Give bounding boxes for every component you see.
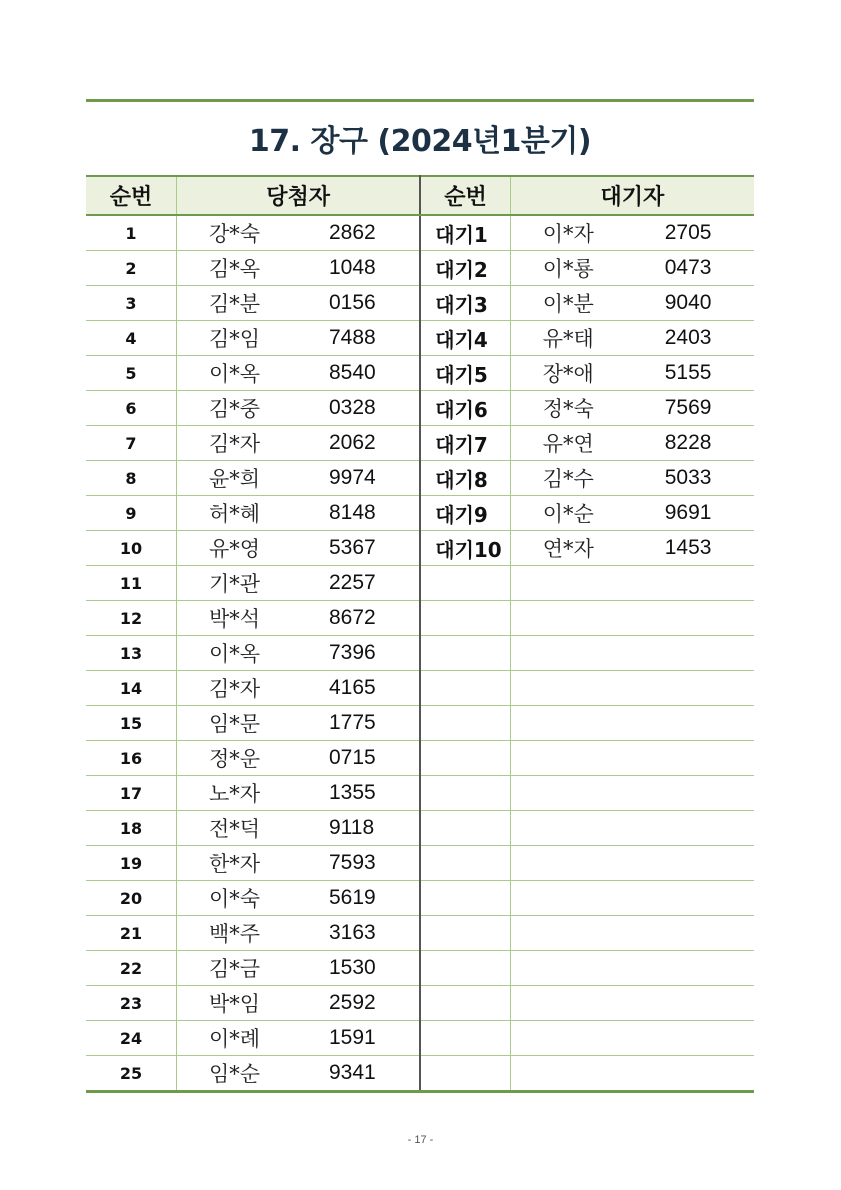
winner-rank: 17 <box>86 776 177 811</box>
wait-rank: 대기2 <box>420 251 510 286</box>
winner-rank: 11 <box>86 566 177 601</box>
waiter-cell <box>510 916 754 951</box>
wait-rank <box>420 636 510 671</box>
table-row <box>86 566 754 601</box>
waiter-entry <box>511 323 754 353</box>
winner-rank: 9 <box>86 496 177 531</box>
wait-rank <box>420 601 510 636</box>
winner-name: 노*자 <box>209 782 261 806</box>
table-row <box>86 741 754 776</box>
table-row <box>86 636 754 671</box>
wait-rank: 대기4 <box>420 321 510 356</box>
wait-rank <box>420 566 510 601</box>
winner-cell <box>177 951 421 986</box>
wait-rank <box>420 986 510 1021</box>
winner-name: 한*자 <box>209 852 261 876</box>
winner-entry <box>177 288 419 318</box>
table-row <box>86 706 754 741</box>
waiter-cell <box>510 215 754 251</box>
waiter-name: 정*숙 <box>542 397 594 421</box>
winner-entry <box>177 603 419 633</box>
winner-name: 임*순 <box>209 1062 261 1086</box>
waiter-code: 2403 <box>664 326 712 349</box>
winner-name: 김*중 <box>209 397 261 421</box>
wait-rank <box>420 1056 510 1092</box>
winner-rank: 1 <box>86 215 177 251</box>
header-wait-rank: 순번 <box>420 176 510 215</box>
winner-code: 5619 <box>329 886 376 909</box>
wait-rank <box>420 951 510 986</box>
table-row <box>86 846 754 881</box>
table-row <box>86 496 754 531</box>
winner-rank: 25 <box>86 1056 177 1092</box>
winner-name: 박*석 <box>209 607 261 631</box>
wait-rank: 대기10 <box>420 531 510 566</box>
winner-entry <box>177 673 419 703</box>
winner-entry <box>177 323 419 353</box>
waiter-cell <box>510 811 754 846</box>
winner-entry <box>177 463 419 493</box>
waiter-name: 이*순 <box>542 502 594 526</box>
table-row <box>86 1056 754 1092</box>
winner-code: 1775 <box>329 711 376 734</box>
waiter-cell <box>510 531 754 566</box>
winner-entry <box>177 813 419 843</box>
winner-rank: 13 <box>86 636 177 671</box>
table-row <box>86 811 754 846</box>
waiter-cell <box>510 986 754 1021</box>
winner-cell <box>177 636 421 671</box>
winner-code: 2862 <box>329 221 376 244</box>
winner-entry <box>177 988 419 1018</box>
waiter-entry <box>511 533 754 563</box>
wait-rank <box>420 776 510 811</box>
waiter-entry <box>511 358 754 388</box>
table-row <box>86 916 754 951</box>
winner-code: 1530 <box>329 956 376 979</box>
winner-cell <box>177 426 421 461</box>
waiter-cell <box>510 1021 754 1056</box>
winner-name: 강*숙 <box>209 222 261 246</box>
waiter-entry <box>511 463 754 493</box>
waiter-entry <box>511 288 754 318</box>
table-row <box>86 426 754 461</box>
winner-name: 이*옥 <box>209 362 261 386</box>
winner-rank: 23 <box>86 986 177 1021</box>
winner-entry <box>177 568 419 598</box>
winner-code: 0328 <box>329 396 376 419</box>
winner-rank: 12 <box>86 601 177 636</box>
waiter-entry <box>511 253 754 283</box>
winner-entry <box>177 393 419 423</box>
winner-rank: 8 <box>86 461 177 496</box>
winner-cell <box>177 251 421 286</box>
winner-rank: 20 <box>86 881 177 916</box>
winner-entry <box>177 638 419 668</box>
winner-cell <box>177 811 421 846</box>
table-row <box>86 321 754 356</box>
waiter-code: 1453 <box>664 536 712 559</box>
table-row <box>86 671 754 706</box>
waiter-cell <box>510 776 754 811</box>
winner-name: 김*옥 <box>209 257 261 281</box>
winner-entry <box>177 918 419 948</box>
winner-code: 1355 <box>329 781 376 804</box>
winner-rank: 7 <box>86 426 177 461</box>
winner-cell <box>177 215 421 251</box>
winner-name: 기*관 <box>209 572 261 596</box>
winner-cell <box>177 566 421 601</box>
winner-code: 0156 <box>329 291 376 314</box>
winner-rank: 2 <box>86 251 177 286</box>
waiter-name: 이*룡 <box>542 257 594 281</box>
winner-rank: 5 <box>86 356 177 391</box>
waiter-cell <box>510 391 754 426</box>
winner-code: 9118 <box>329 816 375 839</box>
wait-rank: 대기6 <box>420 391 510 426</box>
winner-cell <box>177 1021 421 1056</box>
winner-cell <box>177 391 421 426</box>
waiter-code: 7569 <box>664 396 712 419</box>
waiter-code: 9691 <box>664 501 712 524</box>
header-winner: 당첨자 <box>177 176 421 215</box>
waiter-cell <box>510 321 754 356</box>
waiter-code: 5155 <box>664 361 712 384</box>
table-row <box>86 881 754 916</box>
winner-entry <box>177 253 419 283</box>
winner-name: 이*옥 <box>209 642 261 666</box>
waiter-cell <box>510 1056 754 1092</box>
waiter-name: 장*애 <box>542 362 594 386</box>
winner-entry <box>177 218 419 248</box>
table-row <box>86 951 754 986</box>
waiter-code: 9040 <box>664 291 712 314</box>
winner-name: 이*숙 <box>209 887 261 911</box>
table-header-row <box>86 176 754 215</box>
wait-rank <box>420 846 510 881</box>
winner-rank: 3 <box>86 286 177 321</box>
winner-cell <box>177 601 421 636</box>
winner-entry <box>177 778 419 808</box>
wait-rank <box>420 916 510 951</box>
winner-code: 0715 <box>329 746 376 769</box>
wait-rank: 대기7 <box>420 426 510 461</box>
waiter-cell <box>510 601 754 636</box>
table-row <box>86 391 754 426</box>
winner-entry <box>177 358 419 388</box>
winner-rank: 21 <box>86 916 177 951</box>
winner-entry <box>177 883 419 913</box>
winner-code: 2062 <box>329 431 376 454</box>
table-row <box>86 601 754 636</box>
winner-entry <box>177 743 419 773</box>
winner-cell <box>177 916 421 951</box>
winner-rank: 18 <box>86 811 177 846</box>
winner-code: 5367 <box>329 536 376 559</box>
wait-rank: 대기9 <box>420 496 510 531</box>
wait-rank <box>420 671 510 706</box>
winner-entry <box>177 953 419 983</box>
winner-name: 김*자 <box>209 432 261 456</box>
waiter-cell <box>510 846 754 881</box>
waiter-cell <box>510 251 754 286</box>
header-rank: 순번 <box>86 176 177 215</box>
table-row <box>86 1021 754 1056</box>
winner-cell <box>177 881 421 916</box>
winner-code: 2257 <box>329 571 376 594</box>
winner-entry <box>177 533 419 563</box>
winner-code: 8148 <box>329 501 376 524</box>
winner-rank: 16 <box>86 741 177 776</box>
wait-rank <box>420 741 510 776</box>
winner-entry <box>177 498 419 528</box>
wait-rank: 대기3 <box>420 286 510 321</box>
waiter-code: 5033 <box>664 466 712 489</box>
winner-code: 8672 <box>329 606 376 629</box>
winner-name: 백*주 <box>209 922 261 946</box>
waiter-cell <box>510 636 754 671</box>
winner-cell <box>177 846 421 881</box>
winner-code: 1048 <box>329 256 376 279</box>
winner-cell <box>177 706 421 741</box>
winner-cell <box>177 461 421 496</box>
winner-cell <box>177 356 421 391</box>
winner-rank: 24 <box>86 1021 177 1056</box>
winner-entry <box>177 428 419 458</box>
winner-cell <box>177 321 421 356</box>
winner-name: 허*혜 <box>209 502 261 526</box>
winner-cell <box>177 776 421 811</box>
winner-code: 9974 <box>329 466 376 489</box>
winner-code: 7593 <box>329 851 376 874</box>
winner-cell <box>177 741 421 776</box>
table-row <box>86 776 754 811</box>
waiter-name: 연*자 <box>542 537 594 561</box>
winner-name: 윤*희 <box>209 467 261 491</box>
winner-name: 김*분 <box>209 292 261 316</box>
winner-entry <box>177 1023 419 1053</box>
waiter-name: 이*분 <box>542 292 594 316</box>
winner-name: 김*자 <box>209 677 261 701</box>
wait-rank <box>420 811 510 846</box>
winner-code: 8540 <box>329 361 376 384</box>
waiter-entry <box>511 498 754 528</box>
wait-rank <box>420 1021 510 1056</box>
winner-name: 김*임 <box>209 327 261 351</box>
page-title: 17. 장구 (2024년1분기) <box>248 124 592 159</box>
winner-rank: 4 <box>86 321 177 356</box>
wait-rank: 대기1 <box>420 215 510 251</box>
winner-code: 1591 <box>329 1026 376 1049</box>
winner-cell <box>177 531 421 566</box>
wait-rank: 대기8 <box>420 461 510 496</box>
winner-entry <box>177 708 419 738</box>
waiter-cell <box>510 356 754 391</box>
winner-name: 박*임 <box>209 992 261 1016</box>
table-row <box>86 461 754 496</box>
table-row <box>86 251 754 286</box>
waiter-entry <box>511 393 754 423</box>
waiter-cell <box>510 566 754 601</box>
waiter-name: 유*태 <box>542 327 594 351</box>
table-row <box>86 531 754 566</box>
winner-entry <box>177 1058 419 1088</box>
winner-code: 7396 <box>329 641 376 664</box>
page-number: - 17 - <box>407 1134 434 1146</box>
waiter-cell <box>510 881 754 916</box>
winner-rank: 19 <box>86 846 177 881</box>
winner-cell <box>177 1056 421 1092</box>
winner-name: 김*금 <box>209 957 261 981</box>
winner-cell <box>177 986 421 1021</box>
waiter-code: 2705 <box>664 221 712 244</box>
wait-rank: 대기5 <box>420 356 510 391</box>
winner-rank: 22 <box>86 951 177 986</box>
winner-cell <box>177 496 421 531</box>
table-row <box>86 215 754 251</box>
table-row <box>86 986 754 1021</box>
waiter-cell <box>510 706 754 741</box>
waiter-cell <box>510 951 754 986</box>
winner-name: 임*문 <box>209 712 261 736</box>
winner-cell <box>177 286 421 321</box>
waiter-cell <box>510 426 754 461</box>
waiter-name: 김*수 <box>542 467 594 491</box>
wait-rank <box>420 706 510 741</box>
winner-rank: 10 <box>86 531 177 566</box>
waiter-cell <box>510 286 754 321</box>
waiter-cell <box>510 496 754 531</box>
table-row <box>86 356 754 391</box>
winner-code: 3163 <box>329 921 376 944</box>
waiter-name: 이*자 <box>542 222 594 246</box>
waiter-entry <box>511 218 754 248</box>
header-waiter: 대기자 <box>510 176 754 215</box>
waiter-name: 유*연 <box>542 432 594 456</box>
winner-code: 7488 <box>329 326 376 349</box>
winner-name: 유*영 <box>209 537 261 561</box>
wait-rank <box>420 881 510 916</box>
waiter-code: 0473 <box>664 256 712 279</box>
winner-code: 4165 <box>329 676 376 699</box>
waiter-entry <box>511 428 754 458</box>
winner-rank: 14 <box>86 671 177 706</box>
waiter-code: 8228 <box>664 431 712 454</box>
winner-entry <box>177 848 419 878</box>
winner-name: 이*례 <box>209 1027 261 1051</box>
winner-rank: 6 <box>86 391 177 426</box>
table-row <box>86 286 754 321</box>
winner-name: 정*운 <box>209 747 261 771</box>
winner-cell <box>177 671 421 706</box>
waiter-cell <box>510 741 754 776</box>
lottery-table <box>86 175 754 1093</box>
winner-name: 전*덕 <box>209 817 261 841</box>
winner-rank: 15 <box>86 706 177 741</box>
top-rule <box>86 99 754 102</box>
waiter-cell <box>510 461 754 496</box>
winner-code: 9341 <box>329 1061 376 1084</box>
winner-code: 2592 <box>329 991 376 1014</box>
waiter-cell <box>510 671 754 706</box>
